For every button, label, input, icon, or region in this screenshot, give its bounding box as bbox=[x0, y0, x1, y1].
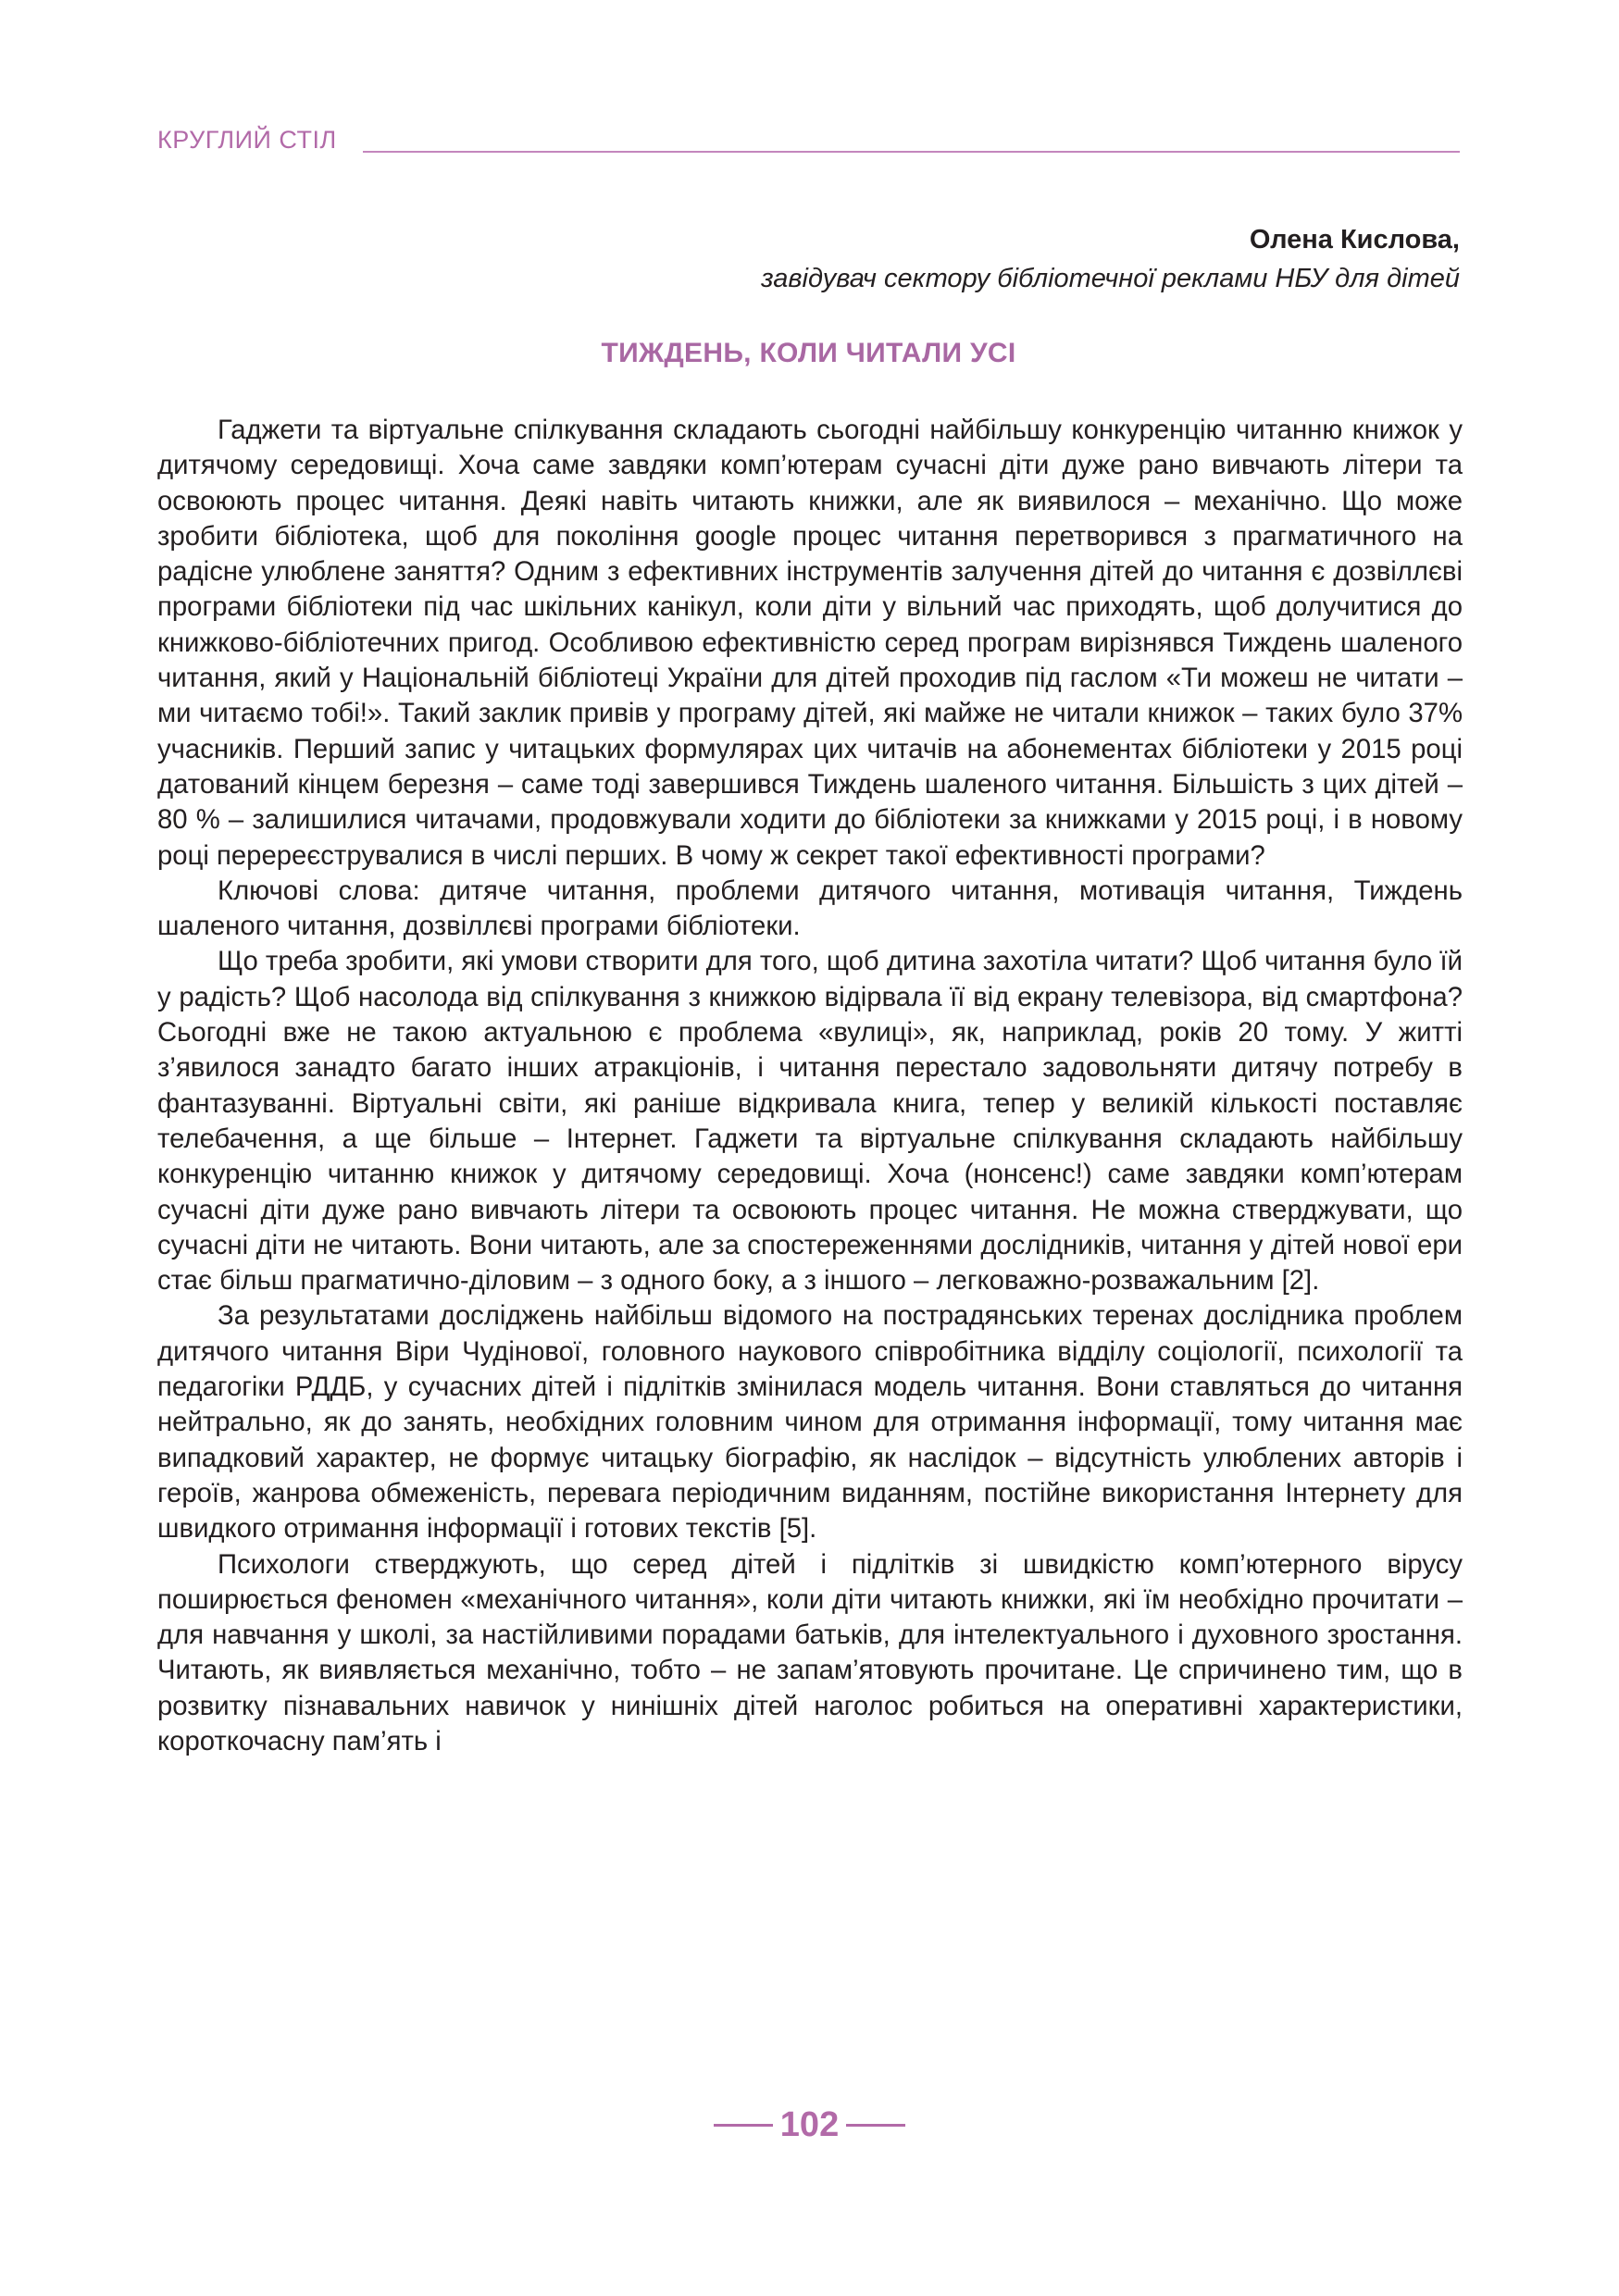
page-footer bbox=[0, 2105, 1619, 2145]
footer-rule-left bbox=[714, 2124, 773, 2127]
body-paragraph: За результатами досліджень найбільш відомого на пострадянських теренах дослідника проблем дитячого читання Віри Чудінової, головного наукового співробітника відділу соціології, психології та педагогіки РДДБ, у сучасних дітей і підлітків змінилася модель читання. Вони ставляться до читання нейтрально, як до занять, необхідних головним чином для отримання інформації, тому читання має випадковий характер, не формує читацьку біографію, як наслідок – відсутність улюблених авторів і героїв, жанрова обмеженість, перевага періодичним виданням, постійне використання Інтернету для швидкого отримання інформації і готових текстів [5]. bbox=[157, 1300, 1463, 1545]
section-label: КРУГЛИЙ СТІЛ bbox=[157, 126, 337, 154]
author-block bbox=[761, 220, 1460, 298]
body-paragraph: Що треба зробити, які умови створити для того, щоб дитина захотіла читати? Щоб читання було їй у радість? Щоб насолода від спілкування з книжкою відірвала її від екрану телевізора, від смартфона? Сьогодні вже не такою актуальною є проблема «вулиці», як, наприклад, років 20 тому. У житті з’явилося занадто багато інших атракціонів, і читання перестало задовольняти дитячу потребу в фантазуванні. Віртуальні світи, які раніше відкривала книга, тепер у великій кількості поставляє телебачення, а ще більше – Інтернет. Гаджети та віртуальне спілкування складають найбільшу конкуренцію читанню книжок у дитячому середовищі. Хоча (нонсенс!) саме завдяки комп’ютерам сучасні діти дуже рано вивчають літери та освоюють процес читання. Не можна стверджувати, що сучасні діти не читають. Вони читають, але за спостереженнями дослідників, читання у дітей нової ери стає більш прагматично-діловим – з одного боку, а з іншого – легковажно-розважальним [2]. bbox=[157, 946, 1463, 1297]
author-role: завідувач сектору бібліотечної реклами НБУ для дітей bbox=[761, 264, 1460, 293]
body-paragraph: Психологи стверджують, що серед дітей і підлітків зі швидкістю комп’ютерного вірусу поширюється феномен «механічного читання», коли діти читають книжки, які їм необхідно прочитати – для навчання у школі, за настійливими порадами батьків, для інтелектуального і духовного зростання. Читають, як виявляється механічно, тобто – не запам’ятовують прочитане. Це спричинено тим, що в розвитку пізнавальних навичок у нинішніх дітей наголос робиться на оперативні характеристики, короткочасну пам’ять і bbox=[157, 1548, 1463, 1756]
article-title: ТИЖДЕНЬ, КОЛИ ЧИТАЛИ УСІ bbox=[601, 338, 1016, 368]
abstract-paragraph: Гаджети та віртуальне спілкування складають сьогодні найбільшу конкуренцію читанню книжок у дитячому середовищі. Хоча саме завдяки комп’ютерам сучасні діти дуже рано вивчають літери та освоюють процес читання. Деякі навіть читають книжки, але як виявилося – механічно. Що може зробити бібліотека, щоб для покоління google процес читання перетворився з прагматичного на радісне улюблене заняття? Одним з ефективних інструментів залучення дітей до читання є дозвіллєві програми бібліотеки під час шкільних канікул, коли діти у вільний час приходять, щоб долучитися до книжково-бібліотечних пригод. Особливою ефективністю серед програм вирізнявся Тиждень шаленого читання, який у Національній бібліотеці України для дітей проходив під гаслом «Ти можеш не читати – ми читаємо тобі!». Такий заклик привів у програму дітей, які майже не читали книжок – таких було 37% учасників. Перший запис у читацьких формулярах цих читачів на абонементах бібліотеки у 2015 році датований кінцем березня – саме тоді завершився Тиждень шаленого читання. Більшість з цих дітей – 80 % – залишилися читачами, продовжували ходити до бібліотеки за книжками у 2015 році, і в новому році перереєструвалися в числі перших. В чому ж секрет такої ефективності програми? bbox=[157, 415, 1463, 871]
page-number: 102 bbox=[779, 2105, 840, 2144]
running-header bbox=[157, 118, 1460, 155]
keywords-paragraph: Ключові слова: дитяче читання, проблеми дитячого читання, мотивація читання, Тиждень шаленого читання, дозвіллєві програми бібліотеки. bbox=[157, 875, 1463, 942]
footer-rule-right bbox=[846, 2124, 905, 2127]
article-body bbox=[157, 413, 1463, 1759]
author-name: Олена Кислова, bbox=[1249, 225, 1460, 254]
header-rule bbox=[363, 151, 1460, 153]
